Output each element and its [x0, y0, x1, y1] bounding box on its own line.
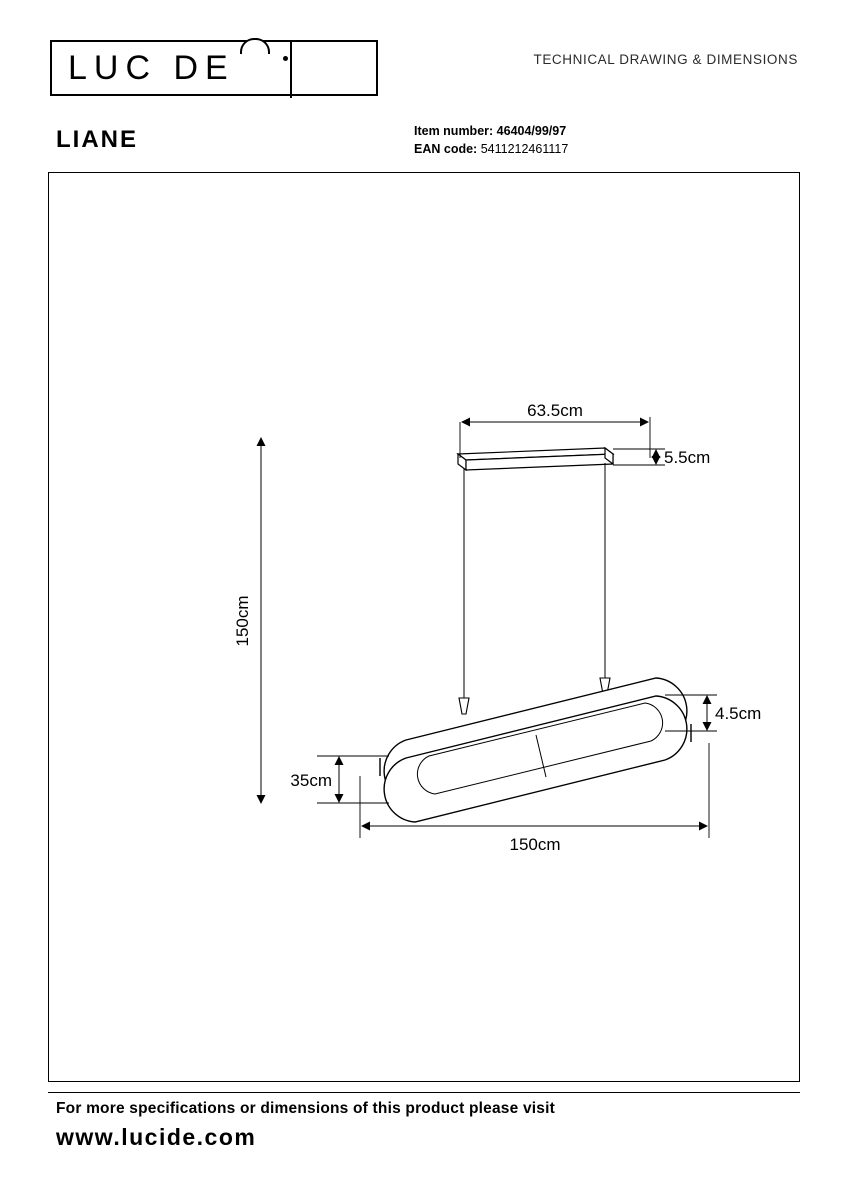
dimension-canopy-height	[613, 448, 710, 467]
dimension-label-fixture-thickness: 4.5cm	[715, 704, 762, 723]
page-header	[50, 40, 798, 110]
technical-drawing-frame	[48, 172, 800, 1082]
logo-arc-icon	[240, 38, 270, 54]
item-number-row	[414, 122, 568, 140]
product-technical-drawing	[49, 173, 799, 1081]
footer-divider	[48, 1092, 800, 1093]
lucide-logo	[50, 40, 378, 96]
footer-website-link[interactable]: www.lucide.com	[56, 1124, 257, 1150]
ean-value: 5411212461117	[480, 142, 569, 156]
dimension-label-fixture-drop: 35cm	[290, 771, 332, 790]
ean-row	[414, 140, 568, 158]
canopy-drawing	[458, 448, 613, 470]
dimension-total-drop	[233, 438, 261, 803]
dimension-label-fixture-width: 150cm	[509, 835, 561, 854]
item-info-block	[414, 122, 568, 158]
item-number-label: Item number:	[414, 124, 494, 138]
suspension-cables	[464, 463, 605, 698]
logo-dot-icon	[283, 56, 288, 61]
dimension-label-canopy-width: 63.5cm	[527, 401, 583, 420]
logo-divider	[290, 42, 292, 98]
item-number-value: 46404/99/97	[496, 124, 567, 138]
logo-wordmark: LUC DE	[68, 49, 235, 87]
fixture-body	[380, 678, 691, 822]
dimension-label-canopy-height: 5.5cm	[664, 448, 711, 467]
dimension-fixture-drop	[290, 756, 389, 803]
ean-label: EAN code:	[414, 142, 478, 156]
dimension-label-total-drop: 150cm	[233, 595, 252, 647]
page-title: LIANE	[56, 126, 138, 153]
header-subtitle: TECHNICAL DRAWING & DIMENSIONS	[533, 52, 798, 67]
footer-message: For more specifications or dimensions of this product please visit	[56, 1100, 555, 1117]
